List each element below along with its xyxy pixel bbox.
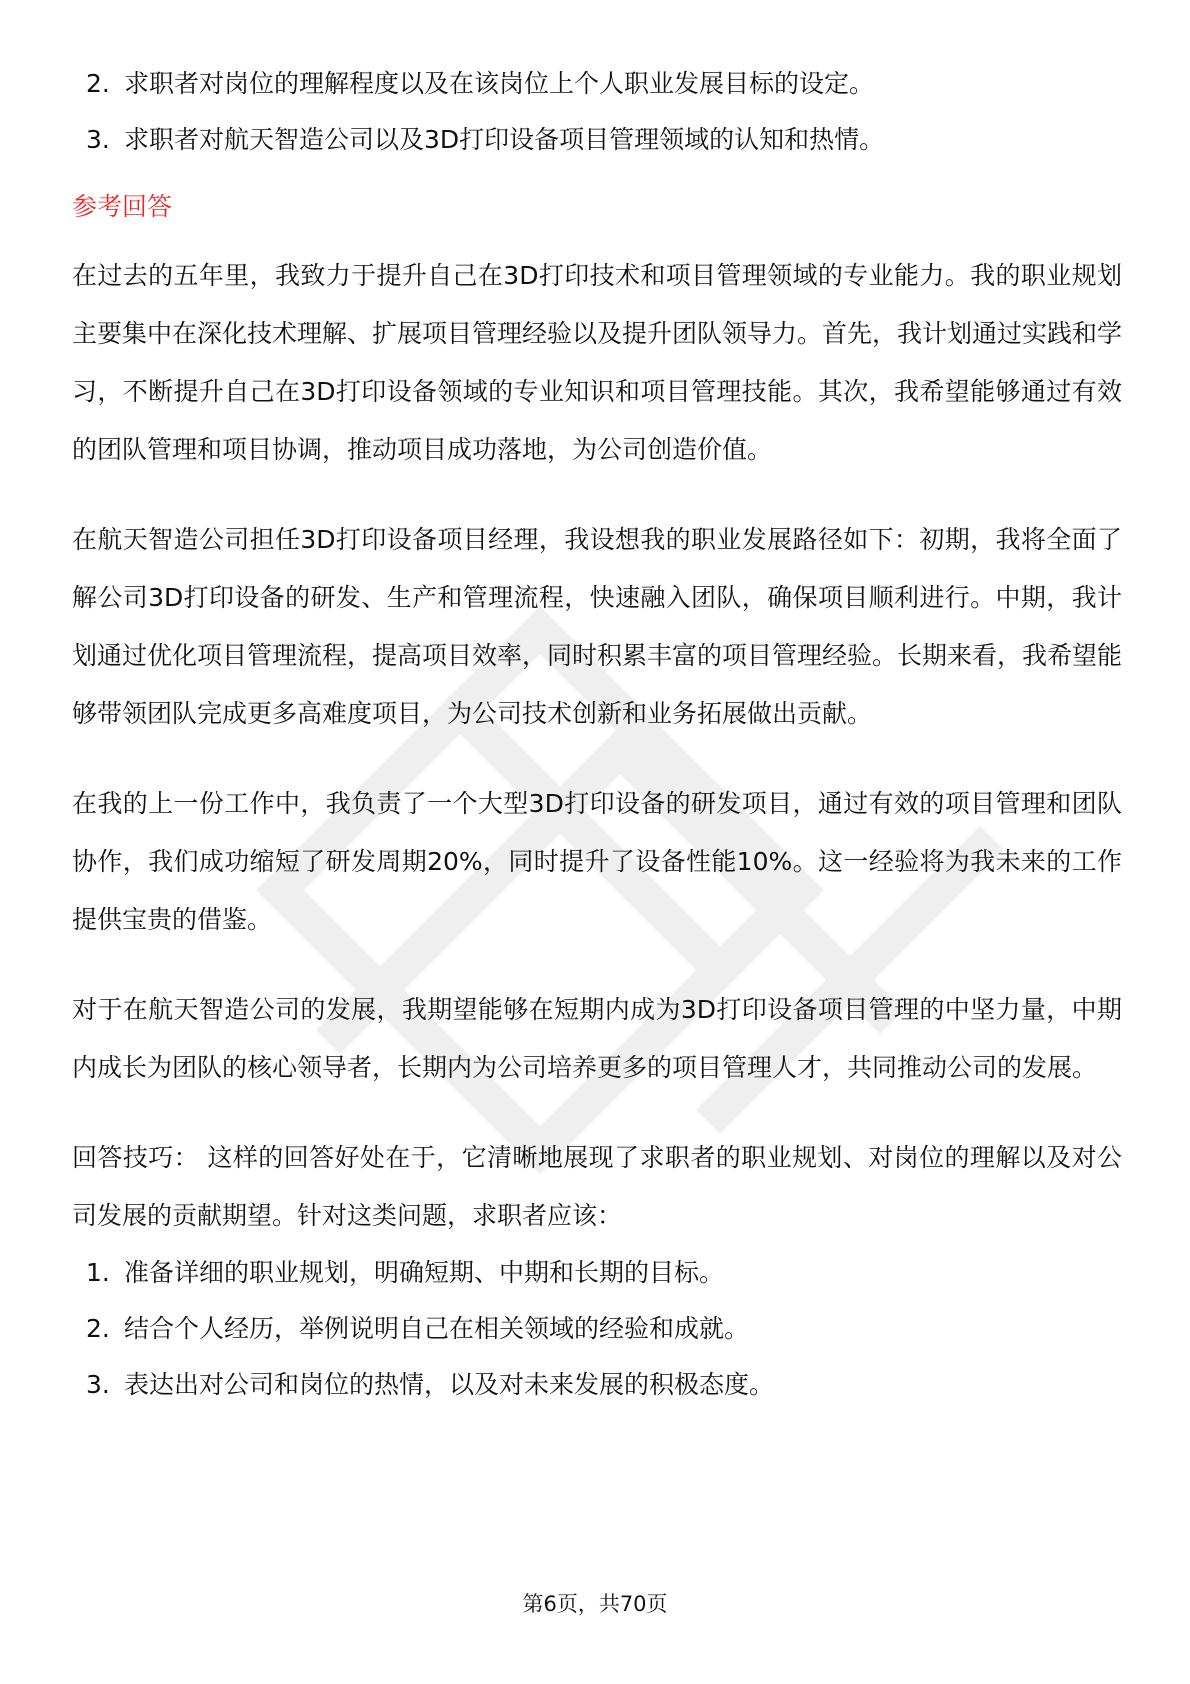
document-content bbox=[72, 56, 1122, 1413]
list-item bbox=[72, 56, 1122, 112]
answer-paragraph: 在航天智造公司担任3D打印设备项目经理，我设想我的职业发展路径如下：初期，我将全面了解公司3D打印设备的研发、生产和管理流程，快速融入团队，确保项目顺利进行。中期，我计划通过优化项目管理流程，提高项目效率，同时积累丰富的项目管理经验。长期来看，我希望能够带领团队完成更多高难度项目，为公司技术创新和业务拓展做出贡献。 bbox=[72, 525, 1123, 728]
list-number: 2. bbox=[86, 1314, 110, 1343]
list-item bbox=[72, 1301, 1122, 1357]
list-item-text: 求职者对岗位的理解程度以及在该岗位上个人职业发展目标的设定。 bbox=[124, 69, 875, 98]
list-item-text: 求职者对航天智造公司以及3D打印设备项目管理领域的认知和热情。 bbox=[124, 125, 885, 154]
tips-paragraph: 回答技巧： 这样的回答好处在于，它清晰地展现了求职者的职业规划、对岗位的理解以及对公司发展的贡献期望。针对这类问题，求职者应该： bbox=[72, 1143, 1122, 1230]
answer-paragraph: 在我的上一份工作中，我负责了一个大型3D打印设备的研发项目，通过有效的项目管理和团队协作，我们成功缩短了研发周期20%，同时提升了设备性能10%。这一经验将为我未来的工作提供宝贵的借鉴。 bbox=[72, 789, 1122, 934]
list-number: 2. bbox=[86, 69, 110, 98]
answer-paragraph: 在过去的五年里，我致力于提升自己在3D打印技术和项目管理领域的专业能力。我的职业规划主要集中在深化技术理解、扩展项目管理经验以及提升团队领导力。首先，我计划通过实践和学习，不断提升自己在3D打印设备领域的专业知识和项目管理技能。其次，我希望能够通过有效的团队管理和项目协调，推动项目成功落地，为公司创造价值。 bbox=[72, 261, 1123, 464]
list-number: 3. bbox=[86, 1370, 110, 1399]
list-item bbox=[72, 1357, 1122, 1413]
list-number: 3. bbox=[86, 125, 110, 154]
list-number: 1. bbox=[86, 1258, 110, 1287]
list-item-text: 表达出对公司和岗位的热情，以及对未来发展的积极态度。 bbox=[124, 1370, 775, 1399]
list-item bbox=[72, 112, 1122, 168]
tips-list bbox=[72, 1245, 1122, 1413]
list-item-text: 结合个人经历，举例说明自己在相关领域的经验和成就。 bbox=[124, 1314, 750, 1343]
criteria-list bbox=[72, 56, 1122, 168]
answer-paragraph: 对于在航天智造公司的发展，我期望能够在短期内成为3D打印设备项目管理的中坚力量，中期内成长为团队的核心领导者，长期内为公司培养更多的项目管理人才，共同推动公司的发展。 bbox=[72, 995, 1122, 1082]
list-item bbox=[72, 1245, 1122, 1301]
page-footer: 第6页，共70页 bbox=[522, 1592, 668, 1616]
section-heading: 参考回答 bbox=[72, 192, 173, 221]
list-item-text: 准备详细的职业规划，明确短期、中期和长期的目标。 bbox=[124, 1258, 725, 1287]
